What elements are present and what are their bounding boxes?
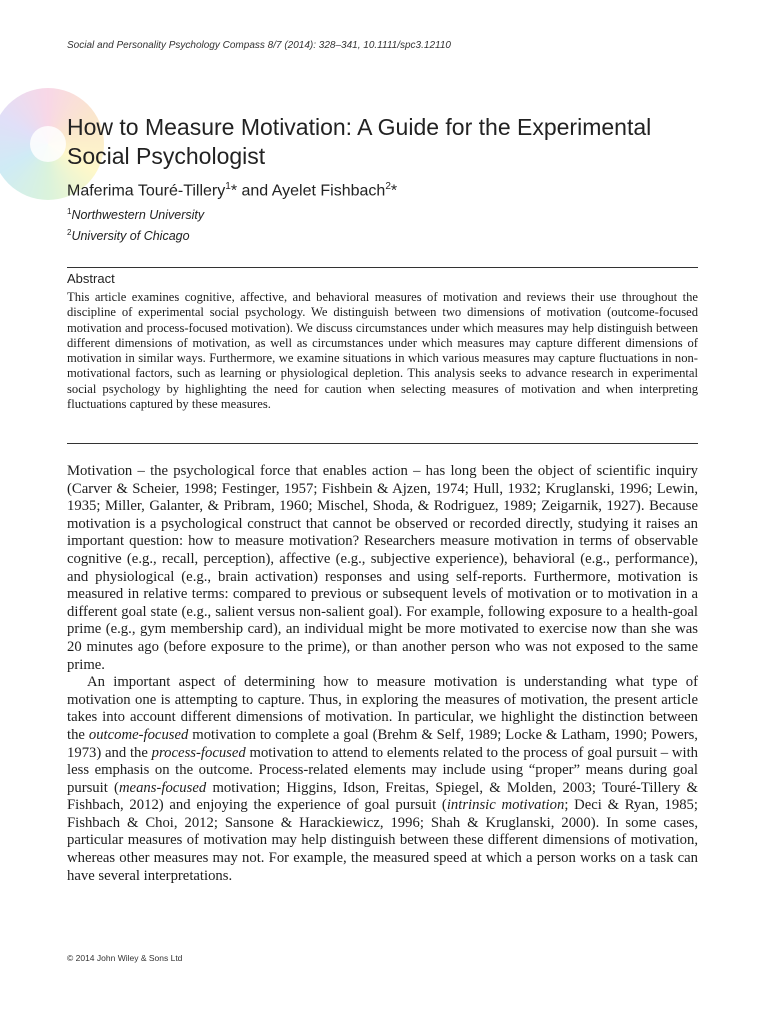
text-run: motivation to complete a goal (Brehm & Self, 1989; Locke & Latham, 1990; Powers, 1973) and the	[67, 726, 698, 761]
author-connector: and	[237, 182, 272, 200]
corresponding-mark: *	[230, 182, 238, 200]
affiliations	[67, 203, 204, 245]
text-run: motivation to attend to elements related to the process of goal pursuit – with less emphasis on the outcome. Process-related elements may include using “proper” means during goal pursuit (	[67, 744, 698, 796]
article-body	[67, 463, 698, 885]
affiliation-mark: 1	[225, 181, 231, 192]
affiliation-name: University of Chicago	[71, 229, 190, 244]
emphasis-term: process-focused	[151, 744, 246, 761]
author-line	[67, 181, 397, 200]
abstract-heading: Abstract	[67, 271, 115, 286]
emphasis-term: outcome-focused	[88, 726, 189, 743]
emphasis-term: means-focused	[118, 779, 207, 796]
affiliation-mark: 1	[67, 207, 72, 216]
abstract-bottom-rule	[67, 443, 698, 444]
corresponding-mark: *	[390, 182, 398, 200]
article-title: How to Measure Motivation: A Guide for the Experimental Social Psychologist	[67, 114, 652, 169]
body-paragraph: Motivation – the psychological force that enables action – has long been the object of scientific inquiry (Carver & Scheier, 1998; Festinger, 1957; Fishbein & Ajzen, 1974; Hull, 1932; Kruglanski, 1996; Lewin, 1935; Miller, Galanter, & Pribram, 1960; Mischel, Shoda, & Rodriguez, 1989; Zeigarnik, 1927). Because motivation is a psychological construct that cannot be observed or recorded directly, studying it raises an important question: how to measure motivation? Researchers measure motivation in terms of observable cognitive (e.g., recall, perception), affective (e.g., subjective experience), behavioral (e.g., performance), and physiological (e.g., brain activation) responses and using self-reports. Furthermore, motivation is measured in relative terms: compared to previous or subsequent levels of motivation or to motivation in a different goal state (e.g., salient versus non-salient goal). For example, following exposure to a health-goal prime (e.g., gym membership card), an individual might be more motivated to exercise now than she was 20 minutes ago (before exposure to the prime), or than another person who was not exposed to the same prime.	[67, 463, 698, 673]
author-name: Maferima Touré-Tillery	[67, 182, 226, 200]
affiliation	[67, 203, 204, 224]
text-run: motivation; Higgins, Idson, Freitas, Spiegel, & Molden, 2003; Touré-Tillery & Fishbach, 2012) and enjoying the experience of goal pursuit (	[67, 779, 698, 814]
author-name: Ayelet Fishbach	[271, 182, 386, 200]
text-run: ; Deci & Ryan, 1985; Fishbach & Choi, 2012; Sansone & Harackiewicz, 1996; Shah & Kruglanski, 2000). In some cases, particular measures of motivation may help distinguish between these different dimensions of motivation, whereas other measures may not. For example, the measured speed at which a person works on a task can have several interpretations.	[67, 797, 698, 884]
abstract-top-rule	[67, 267, 698, 268]
affiliation-mark: 2	[67, 228, 72, 238]
copyright-footer: © 2014 John Wiley & Sons Ltd	[67, 953, 183, 963]
running-head: Social and Personality Psychology Compass 8/7 (2014): 328–341, 10.1111/spc3.12110	[67, 40, 451, 51]
affiliation	[67, 224, 204, 245]
text-run: An important aspect of determining how to measure motivation is understanding what type of motivation one is attempting to capture. Thus, in exploring the measures of motivation, the present article takes into account different dimensions of motivation. In particular, we highlight the distinction between the	[67, 674, 698, 743]
abstract-text: This article examines cognitive, affective, and behavioral measures of motivation and reviews their use throughout the discipline of experimental social psychology. We distinguish between two dimensions of motivation (outcome-focused motivation and process-focused motivation). We discuss circumstances under which measures may help distinguish between different dimensions of motivation, as well as circumstances under which measures may capture different dimensions of motivation in similar ways. Furthermore, we examine situations in which various measures may capture fluctuations in non-motivational factors, such as learning or physiological depletion. This analysis seeks to advance research in experimental social psychology by highlighting the need for caution when selecting measures of motivation and when interpreting fluctuations captured by these measures.	[67, 290, 698, 412]
affiliation-mark: 2	[385, 181, 391, 192]
emphasis-term: intrinsic motivation	[446, 797, 565, 814]
affiliation-name: Northwestern University	[71, 208, 205, 223]
body-paragraph	[67, 674, 698, 885]
